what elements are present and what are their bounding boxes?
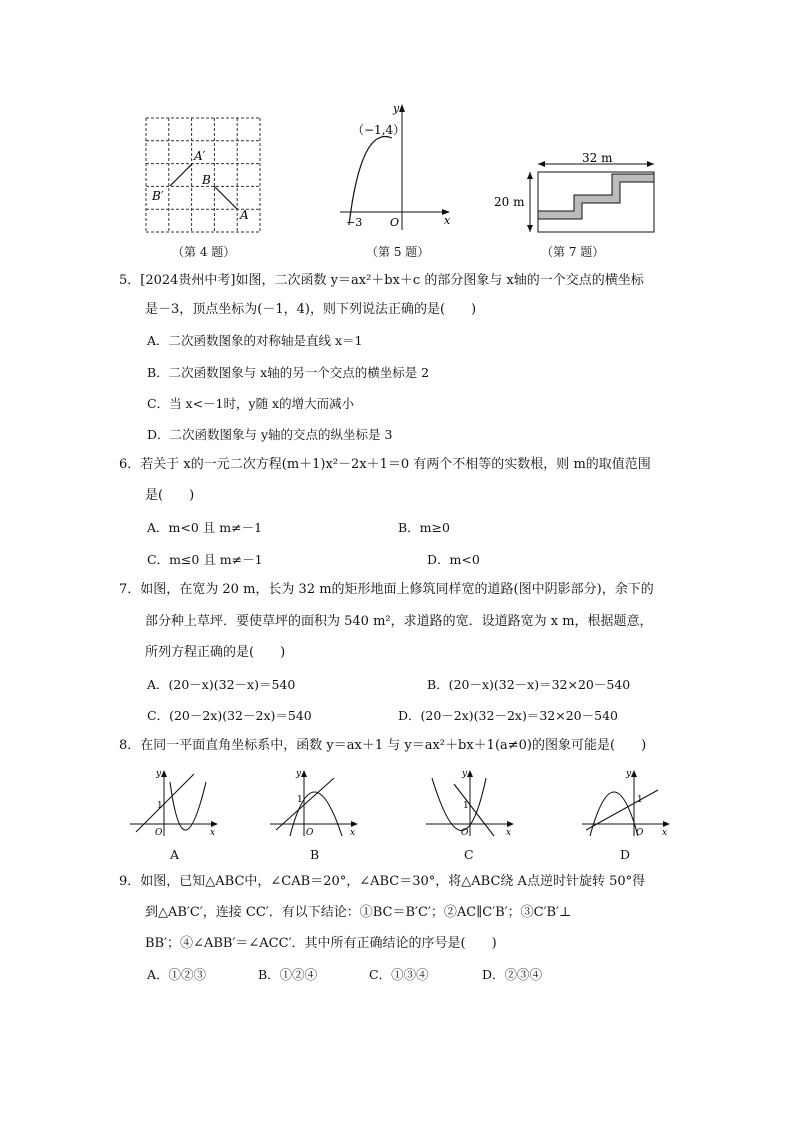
svg-text:y: y [626,769,632,779]
label-width: 32 m [582,151,613,165]
figure-7-diagram [490,148,660,240]
svg-text:1: 1 [157,801,163,811]
svg-text:O: O [155,828,163,838]
svg-text:O: O [636,828,644,838]
label-root: −3 [346,216,363,229]
question-6-option-d[interactable]: D．m<0 [427,552,480,567]
question-5-line-2: 是－3，顶点坐标为(－1，4)，则下列说法正确的是( ) [145,302,477,317]
label-b: B [202,173,211,187]
segment-a-prime-b-prime [170,164,192,186]
question-8-option-d[interactable]: D [620,847,631,862]
svg-text:O: O [461,828,469,838]
svg-text:x: x [210,828,216,838]
svg-text:1: 1 [297,795,303,805]
label-b-prime: B′ [152,189,164,203]
svg-text:x: x [350,828,356,838]
svg-text:y: y [462,769,468,779]
question-9-option-a[interactable]: A．①②③ [147,967,207,982]
question-9-line-3: BB′；④∠ABB′＝∠ACC′．其中所有正确结论的序号是( ) [145,936,497,951]
svg-text:y: y [156,769,162,779]
figure-4 [140,112,270,237]
svg-text:y: y [296,769,302,779]
figure-7 [490,148,660,240]
question-5-option-d[interactable]: D．二次函数图象与 y轴的交点的纵坐标是 3 [147,427,393,442]
question-5-option-c[interactable]: C．当 x<－1时，y随 x的增大而减小 [147,396,355,411]
label-vertex: （−1,4） [352,123,406,137]
svg-text:x: x [662,828,668,838]
question-6-option-c[interactable]: C．m≤0 且 m≠－1 [147,552,263,567]
question-7-line-1: 7．如图，在宽为 20 m，长为 32 m的矩形地面上修筑同样宽的道路(图中阴影部分)，余下的 [119,582,654,597]
question-9-line-1: 9．如图，已知△ABC中，∠CAB＝20°，∠ABC＝30°，将△ABC绕 A点逆时针旋转 50°得 [119,874,646,889]
caption-figure-7: （第 7 题） [541,245,605,259]
question-8-graph-c[interactable] [424,768,516,838]
question-8-line-1: 8．在同一平面直角坐标系中，函数 y＝ax＋1 与 y＝ax²＋bx＋1(a≠0)的图象可能是( ) [119,738,647,753]
question-5-line-1: 5．[2024贵州中考]如图，二次函数 y＝ax²＋bx＋c 的部分图象与 x轴的一个交点的横坐标 [119,273,644,288]
question-9-option-c[interactable]: C．①③④ [369,967,429,982]
segment-a-b [214,186,237,209]
caption-figure-4: （第 4 题） [172,245,236,259]
question-8-graph-a[interactable] [128,768,220,838]
question-9-line-2: 到△AB′C′，连接 CC′．有以下结论：①BC＝B′C′；②AC∥C′B′；③C′B′⊥ [145,905,572,920]
label-a: A [240,208,249,222]
question-9-option-d[interactable]: D．②③④ [482,967,543,982]
question-8-option-b[interactable]: B [310,847,320,862]
svg-text:x: x [506,828,512,838]
question-7-line-2: 部分种上草坪．要使草坪的面积为 540 m²，求道路的宽．设道路宽为 x m，根据题意， [145,614,653,629]
question-6-line-1: 6．若关于 x的一元二次方程(m＋1)x²－2x＋1＝0 有两个不相等的实数根，则 m的取值范围 [119,457,651,472]
question-7-line-3: 所列方程正确的是( ) [145,645,286,660]
question-7-option-d[interactable]: D．(20－2x)(32－2x)＝32×20－540 [398,708,618,723]
label-a-prime: A′ [194,149,206,163]
question-9-option-b[interactable]: B．①②④ [258,967,318,982]
svg-text:1: 1 [463,801,469,811]
question-7-option-b[interactable]: B．(20－x)(32－x)＝32×20－540 [427,677,631,692]
question-6-option-b[interactable]: B．m≥0 [398,520,450,535]
figure-4-grid [140,112,270,237]
label-y-axis: y [393,102,400,115]
label-x-axis: x [444,214,451,227]
question-8-graph-b[interactable] [268,768,360,838]
label-origin: O [390,216,400,229]
figure-5-graph [336,100,456,235]
question-8-option-a[interactable]: A [170,847,180,862]
question-5-option-b[interactable]: B．二次函数图象与 x轴的另一个交点的横坐标是 2 [147,365,430,380]
question-6-line-2: 是( ) [145,488,195,503]
question-6-option-a[interactable]: A．m<0 且 m≠－1 [147,520,263,535]
question-5-option-a[interactable]: A．二次函数图象的对称轴是直线 x＝1 [147,333,363,348]
question-7-option-a[interactable]: A．(20－x)(32－x)＝540 [147,677,296,692]
svg-text:O: O [306,828,314,838]
figure-5 [336,100,456,235]
question-7-option-c[interactable]: C．(20－2x)(32－2x)＝540 [147,708,312,723]
question-8-option-c[interactable]: C [464,847,474,862]
caption-figure-5: （第 5 题） [366,245,430,259]
label-height: 20 m [494,195,525,209]
svg-text:1: 1 [637,795,643,805]
question-8-graph-d[interactable] [580,768,672,838]
